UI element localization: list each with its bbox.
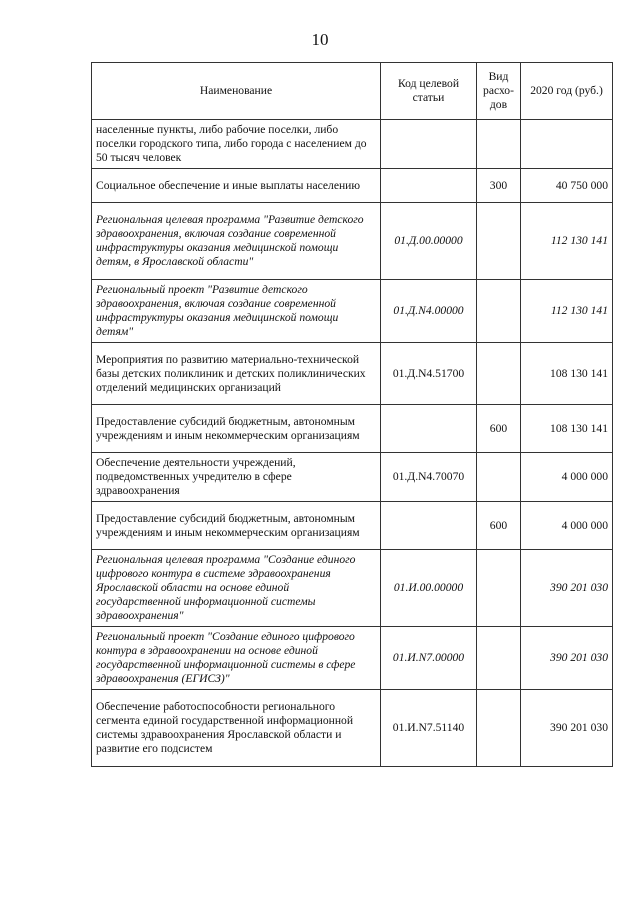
row-code: 01.И.00.00000 <box>381 550 477 627</box>
row-name: Региональная целевая программа "Создание единого цифрового контура в системе здравоохранения Ярославской области на основе единой государственной информационной системы здравоохранения" <box>92 550 381 627</box>
table-row <box>92 627 613 690</box>
row-code: 01.Д.00.00000 <box>381 203 477 280</box>
table-row <box>92 280 613 343</box>
row-expense-type <box>477 343 521 405</box>
row-amount: 112 130 141 <box>521 203 613 280</box>
row-code <box>381 405 477 453</box>
row-name: Региональный проект "Создание единого цифрового контура в здравоохранении на основе единой государственной информационной системы в сфере здравоохранения (ЕГИСЗ)" <box>92 627 381 690</box>
row-amount: 112 130 141 <box>521 280 613 343</box>
table-row <box>92 405 613 453</box>
header-amount: 2020 год (руб.) <box>521 63 613 120</box>
table-row <box>92 690 613 767</box>
table-row <box>92 169 613 203</box>
row-name: Мероприятия по развитию материально-технической базы детских поликлиник и детских поликлинических отделений медицинских организаций <box>92 343 381 405</box>
row-amount: 390 201 030 <box>521 690 613 767</box>
row-expense-type <box>477 203 521 280</box>
row-name: Региональная целевая программа "Развитие детского здравоохранения, включая создание современной инфраструктуры оказания медицинской помощи детям, в Ярославской области" <box>92 203 381 280</box>
header-code: Код целевой статьи <box>381 63 477 120</box>
row-code: 01.И.N7.00000 <box>381 627 477 690</box>
row-name: населенные пункты, либо рабочие поселки, либо поселки городского типа, либо города с населением до 50 тысяч человек <box>92 120 381 169</box>
table-row <box>92 502 613 550</box>
table-header-row <box>92 63 613 120</box>
table-row <box>92 120 613 169</box>
table-row <box>92 453 613 502</box>
table-row <box>92 343 613 405</box>
row-expense-type: 300 <box>477 169 521 203</box>
row-amount: 4 000 000 <box>521 453 613 502</box>
row-amount: 390 201 030 <box>521 550 613 627</box>
row-code: 01.Д.N4.00000 <box>381 280 477 343</box>
row-code <box>381 502 477 550</box>
row-code: 01.И.N7.51140 <box>381 690 477 767</box>
row-expense-type <box>477 627 521 690</box>
row-name: Предоставление субсидий бюджетным, автономным учреждениям и иным некоммерческим организациям <box>92 405 381 453</box>
table-row <box>92 550 613 627</box>
page-number: 10 <box>311 30 329 49</box>
row-expense-type <box>477 550 521 627</box>
row-expense-type: 600 <box>477 502 521 550</box>
row-code <box>381 169 477 203</box>
row-name: Региональный проект "Развитие детского здравоохранения, включая создание современной инфраструктуры оказания медицинской помощи детям" <box>92 280 381 343</box>
budget-table <box>91 62 613 767</box>
row-name: Социальное обеспечение и иные выплаты населению <box>92 169 381 203</box>
row-amount: 40 750 000 <box>521 169 613 203</box>
row-amount <box>521 120 613 169</box>
header-expense-type: Вид расхо-дов <box>477 63 521 120</box>
row-expense-type <box>477 280 521 343</box>
row-amount: 390 201 030 <box>521 627 613 690</box>
row-code: 01.Д.N4.51700 <box>381 343 477 405</box>
row-name: Обеспечение работоспособности регионального сегмента единой государственной информационной системы здравоохранения Ярославской области и развитие его подсистем <box>92 690 381 767</box>
row-name: Предоставление субсидий бюджетным, автономным учреждениям и иным некоммерческим организациям <box>92 502 381 550</box>
header-name: Наименование <box>92 63 381 120</box>
row-name: Обеспечение деятельности учреждений, подведомственных учредителю в сфере здравоохранения <box>92 453 381 502</box>
row-expense-type: 600 <box>477 405 521 453</box>
row-expense-type <box>477 690 521 767</box>
row-amount: 108 130 141 <box>521 405 613 453</box>
row-expense-type <box>477 120 521 169</box>
row-code: 01.Д.N4.70070 <box>381 453 477 502</box>
row-amount: 108 130 141 <box>521 343 613 405</box>
row-code <box>381 120 477 169</box>
row-amount: 4 000 000 <box>521 502 613 550</box>
row-expense-type <box>477 453 521 502</box>
table-row <box>92 203 613 280</box>
